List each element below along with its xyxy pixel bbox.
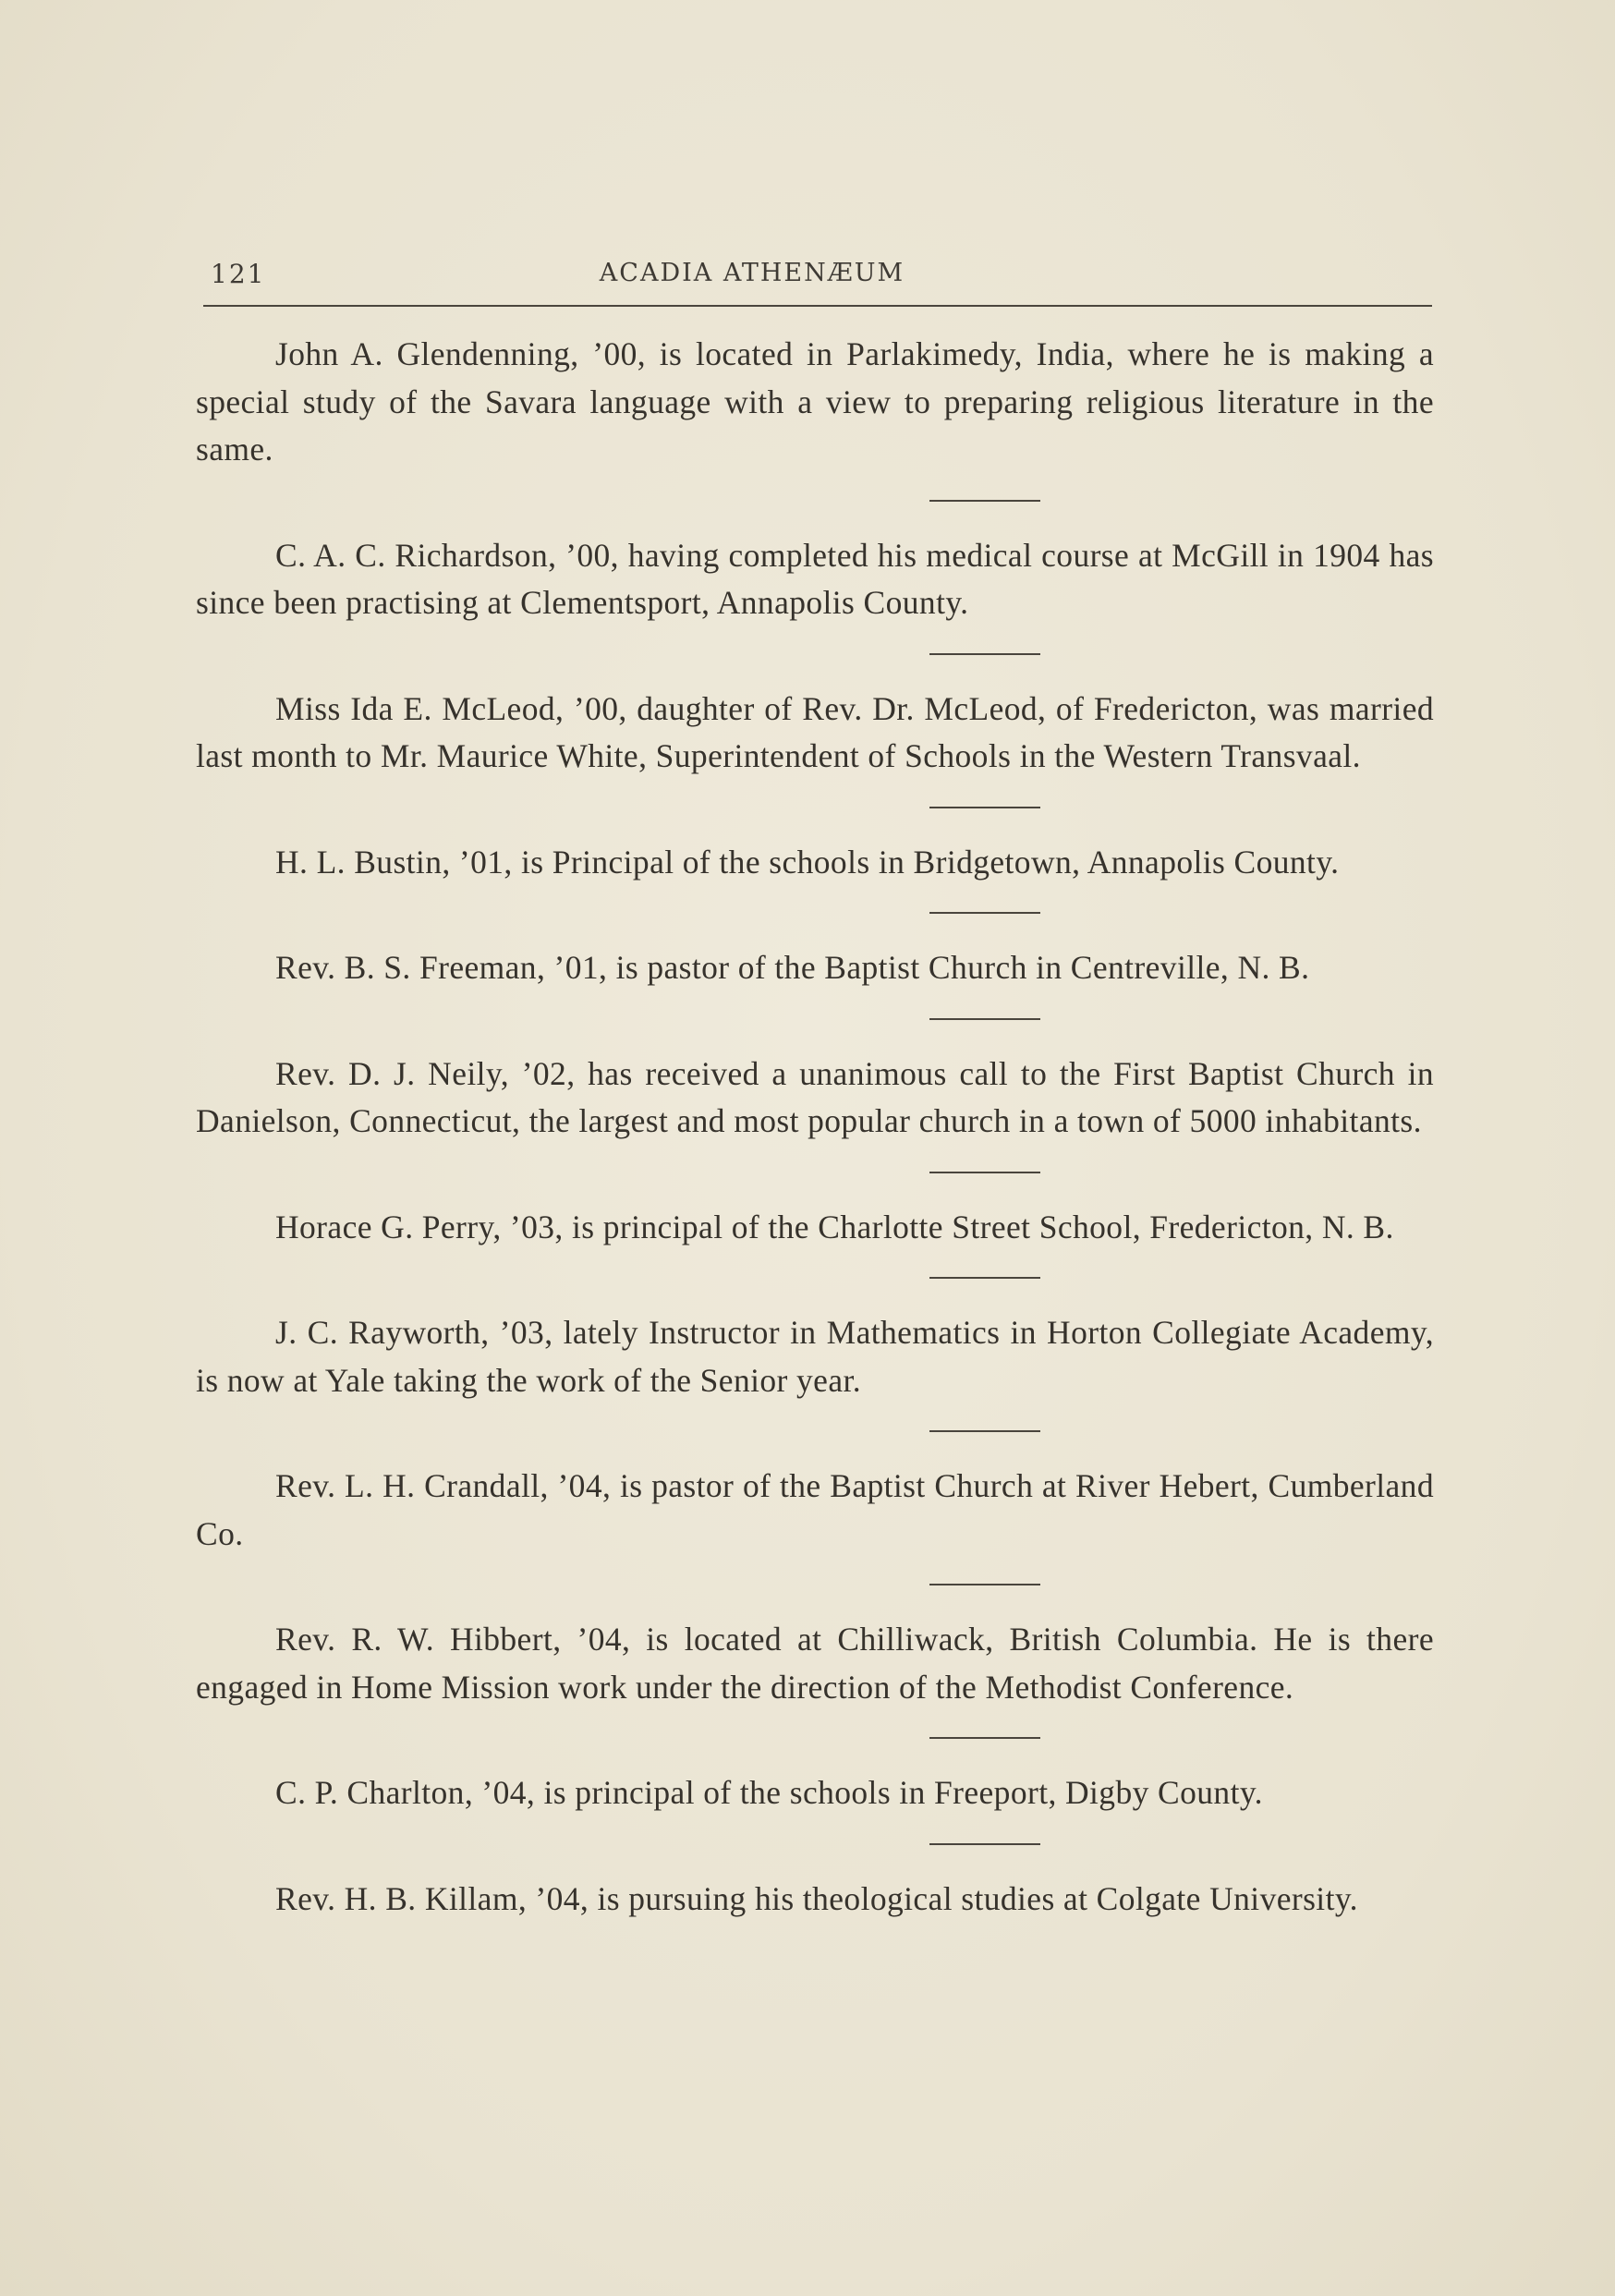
separator-rule bbox=[929, 1737, 1040, 1739]
separator-rule bbox=[929, 912, 1040, 914]
running-title: ACADIA ATHENÆUM bbox=[599, 259, 905, 287]
alumni-note: J. C. Rayworth, ’03, lately Instructor in Mathematics in Horton Collegiate Academy, is now at Yale taking the work of the Senior year. bbox=[196, 1314, 1434, 1399]
page-number: 121 bbox=[211, 259, 266, 289]
alumni-note: John A. Glendenning, ’00, is located in Parlakimedy, India, where he is making a special study of the Savara language with a view to preparing religious literature in the same. bbox=[196, 335, 1434, 468]
separator-rule bbox=[929, 1430, 1040, 1432]
page-header bbox=[207, 257, 1430, 299]
separator-rule bbox=[929, 1172, 1040, 1173]
separator-rule bbox=[929, 1018, 1040, 1020]
alumni-note: H. L. Bustin, ’01, is Principal of the schools in Bridgetown, Annapolis County. bbox=[275, 843, 1340, 881]
separator-rule bbox=[929, 807, 1040, 808]
separator-rule bbox=[929, 1277, 1040, 1279]
separator-rule bbox=[929, 1584, 1040, 1585]
separator-rule bbox=[929, 1843, 1040, 1845]
alumni-note: C. A. C. Richardson, ’00, having completed his medical course at McGill in 1904 has since been practising at Clementsport, Annapolis County. bbox=[196, 536, 1434, 621]
separator-rule bbox=[929, 653, 1040, 655]
alumni-note: Miss Ida E. McLeod, ’00, daughter of Rev. Dr. McLeod, of Fredericton, was married last month to Mr. Maurice White, Superintendent of Schools in the Western Transvaal. bbox=[196, 689, 1434, 774]
alumni-note: Rev. L. H. Crandall, ’04, is pastor of the Baptist Church at River Hebert, Cumberland Co. bbox=[196, 1467, 1434, 1552]
separator-rule bbox=[929, 500, 1040, 502]
alumni-note: Horace G. Perry, ’03, is principal of the Charlotte Street School, Fredericton, N. B. bbox=[275, 1208, 1394, 1245]
alumni-note: Rev. R. W. Hibbert, ’04, is located at Chilliwack, British Columbia. He is there engaged in Home Mission work under the direction of the Methodist Conference. bbox=[196, 1621, 1434, 1706]
alumni-note: Rev. H. B. Killam, ’04, is pursuing his theological studies at Colgate University. bbox=[275, 1879, 1358, 1917]
alumni-note: Rev. D. J. Neily, ’02, has received a unanimous call to the First Baptist Church in Danielson, Connecticut, the largest and most popular church in a town of 5000 inhabitants. bbox=[196, 1054, 1434, 1139]
alumni-note: Rev. B. S. Freeman, ’01, is pastor of the Baptist Church in Centreville, N. B. bbox=[275, 949, 1310, 986]
alumni-note: C. P. Charlton, ’04, is principal of the schools in Freeport, Digby County. bbox=[275, 1774, 1263, 1811]
header-rule bbox=[203, 305, 1432, 307]
alumni-notes bbox=[196, 331, 1434, 1923]
